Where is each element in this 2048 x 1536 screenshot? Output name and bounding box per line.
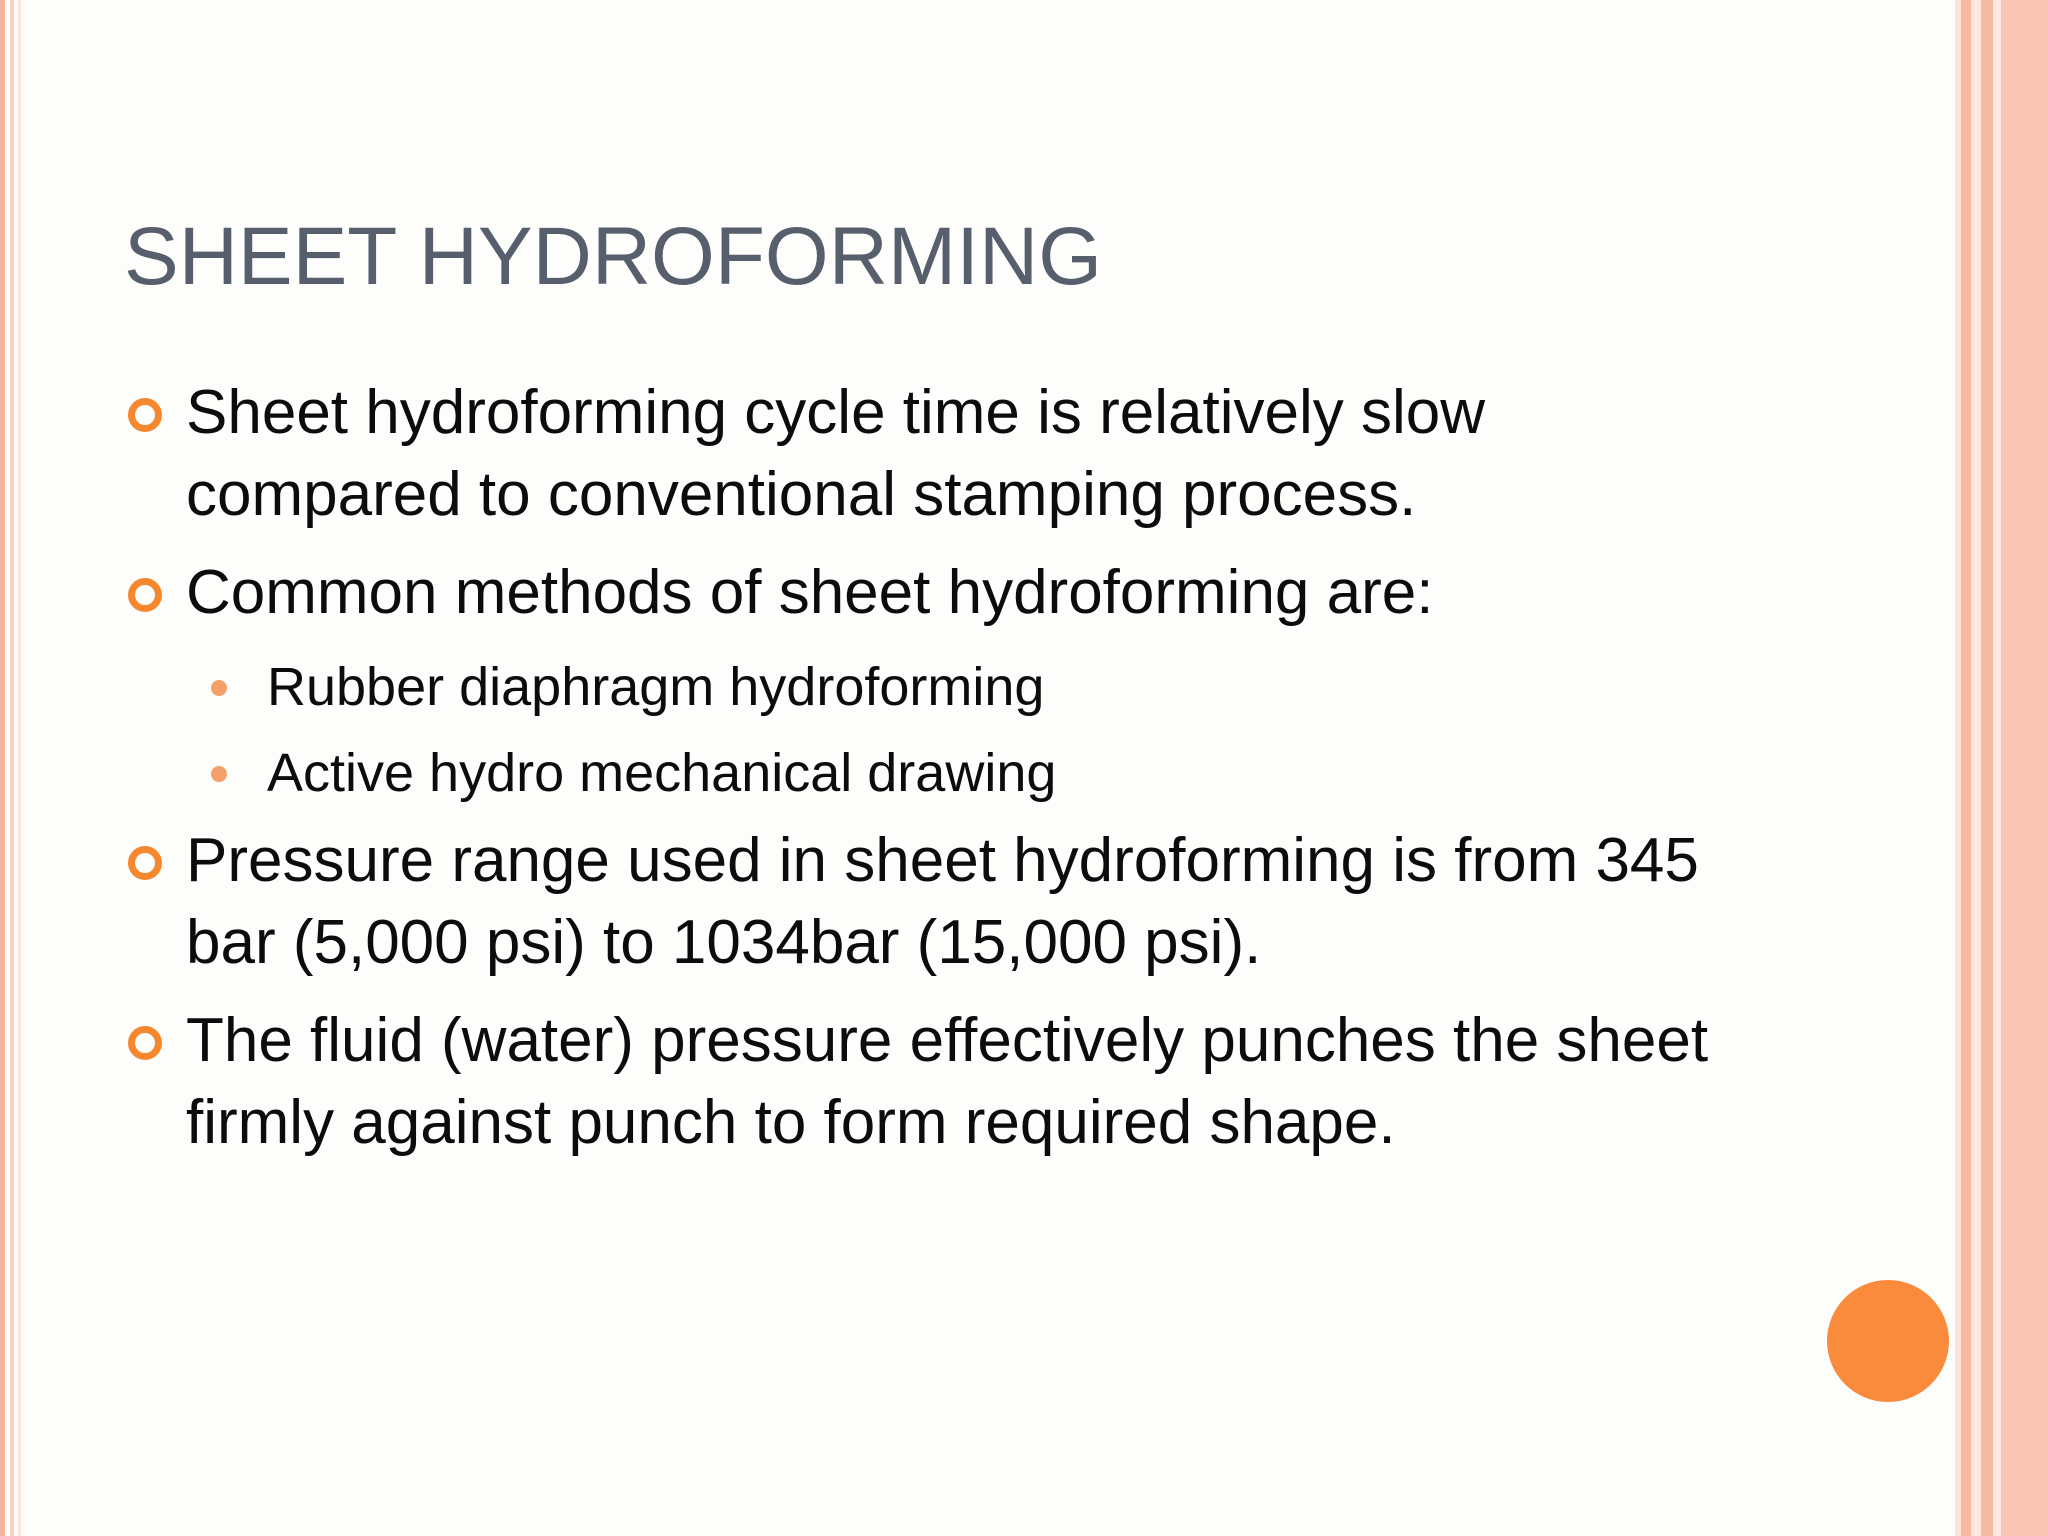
bullet-text: Common methods of sheet hydroforming are: bbox=[186, 558, 1434, 627]
left-border-stripe bbox=[0, 0, 5, 1536]
right-border-stripe bbox=[1971, 0, 1981, 1536]
sub-bullet-text: Active hydro mechanical drawing bbox=[267, 743, 1057, 803]
bullet-text: Pressure range used in sheet hydroforming is from 345 bar (5,000 psi) to 1034bar (15,000 psi). bbox=[186, 826, 1699, 977]
sub-bullet-item bbox=[124, 644, 1764, 730]
right-border-stripe bbox=[1981, 0, 1993, 1536]
right-border-stripe bbox=[1961, 0, 1971, 1536]
bullet-item bbox=[124, 820, 1764, 984]
right-border-stripe bbox=[2001, 0, 2048, 1536]
dot-bullet-icon bbox=[211, 766, 227, 782]
right-border-stripe bbox=[1993, 0, 2001, 1536]
bullet-item bbox=[124, 552, 1764, 634]
left-border-stripe bbox=[10, 0, 14, 1536]
left-border-stripe bbox=[18, 0, 21, 1536]
bullet-text: The fluid (water) pressure effectively punches the sheet firmly against punch to form required shape. bbox=[186, 1006, 1709, 1157]
ring-bullet-icon bbox=[128, 398, 162, 432]
bullet-item bbox=[124, 372, 1764, 536]
ring-bullet-icon bbox=[128, 578, 162, 612]
sub-bullet-item bbox=[124, 730, 1764, 816]
bullet-text: Sheet hydroforming cycle time is relatively slow compared to conventional stamping process. bbox=[186, 378, 1486, 529]
sub-bullet-text: Rubber diaphragm hydroforming bbox=[267, 657, 1045, 717]
ring-bullet-icon bbox=[128, 1026, 162, 1060]
bullet-item bbox=[124, 1000, 1764, 1164]
bullet-list bbox=[124, 372, 1764, 1180]
ring-bullet-icon bbox=[128, 846, 162, 880]
orange-circle-decoration bbox=[1827, 1280, 1949, 1402]
dot-bullet-icon bbox=[211, 680, 227, 696]
sub-bullet-list bbox=[124, 644, 1764, 816]
slide-title: SHEET HYDROFORMING bbox=[124, 211, 1102, 302]
